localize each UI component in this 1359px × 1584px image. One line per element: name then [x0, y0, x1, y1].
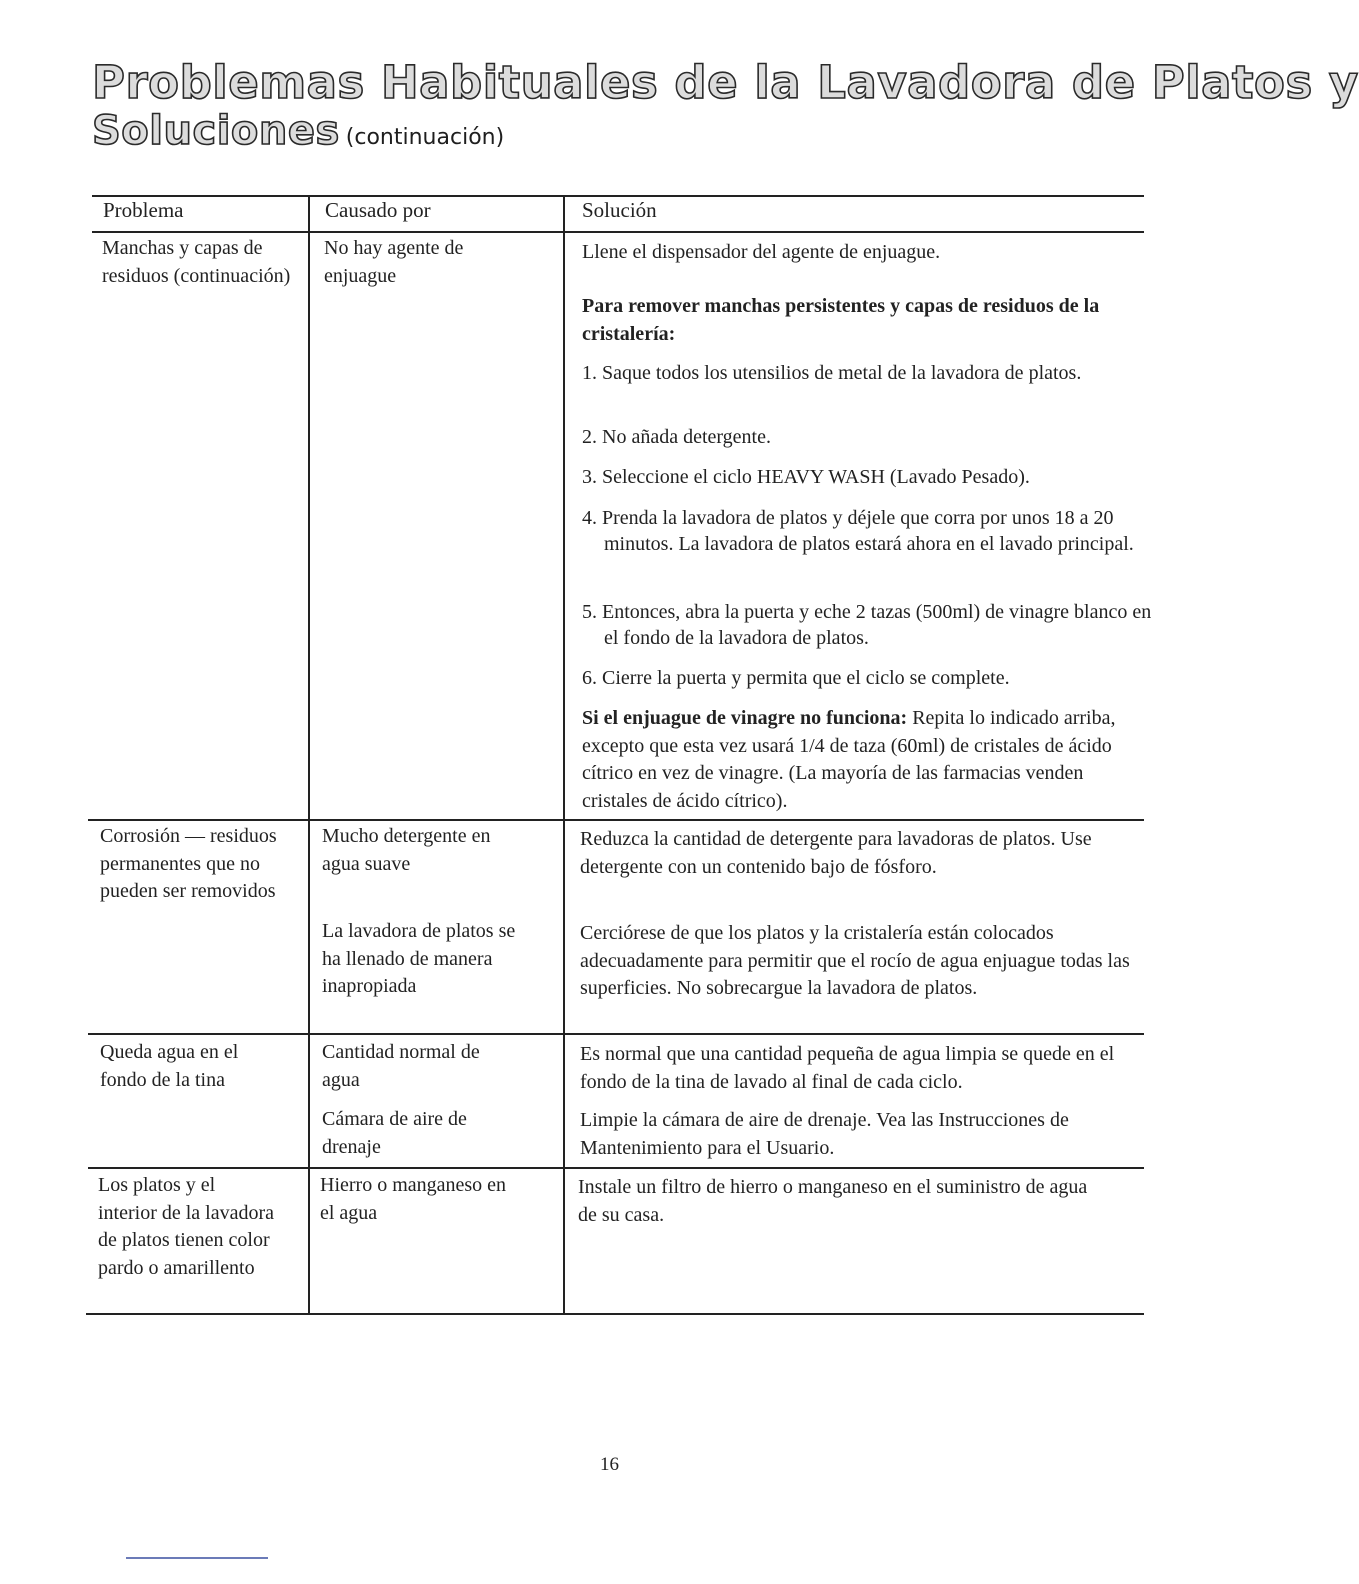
column-divider [308, 195, 310, 1315]
header-problema: Problema [103, 198, 184, 222]
row3-solution-2: Limpie la cámara de aire de drenaje. Vea las Instrucciones de Mantenimiento para el Usuario. [580, 1109, 1069, 1159]
header-bottom-rule [92, 231, 1144, 233]
step-item: 2. No añada detergente. [582, 426, 771, 448]
row3-cause-1: Cantidad normal de agua [322, 1041, 480, 1091]
row1-problem: Manchas y capas de residuos (continuación) [102, 237, 291, 287]
step-item: 3. Seleccione el ciclo HEAVY WASH (Lavado Pesado). [582, 466, 1030, 488]
step-item: 5. Entonces, abra la puerta y eche 2 tazas (500ml) de vinagre blanco en el fondo de la lavadora de platos. [582, 601, 1152, 649]
row2-solution-1: Reduzca la cantidad de detergente para lavadoras de platos. Use detergente con un contenido bajo de fósforo. [580, 828, 1092, 878]
row2-cause-1: Mucho detergente en agua suave [322, 825, 491, 875]
row-divider [88, 1033, 1144, 1035]
row1-bold-heading: Para remover manchas persistentes y capas de residuos de la cristalería: [582, 295, 1100, 345]
table-bottom-rule [86, 1313, 1144, 1315]
row4-problem: Los platos y el interior de la lavadora de platos tienen color pardo o amarillento [98, 1174, 275, 1279]
row4-solution: Instale un filtro de hierro o manganeso en el suministro de agua de su casa. [578, 1176, 1088, 1226]
step-item: 1. Saque todos los utensilios de metal de la lavadora de platos. [582, 362, 1082, 384]
header-solucion: Solución [582, 198, 657, 222]
row2-problem: Corrosión — residuos permanentes que no pueden ser removidos [100, 825, 277, 902]
page-title-line-1: Problemas Habituales de la Lavadora de Platos y [92, 56, 1359, 109]
page-number: 16 [600, 1454, 619, 1475]
step-item: 6. Cierre la puerta y permita que el ciclo se complete. [582, 667, 1010, 689]
vinegar-note-bold: Si el enjuague de vinagre no funciona: [582, 707, 908, 729]
row3-cause-2: Cámara de aire de drenaje [322, 1108, 467, 1158]
step-item: 4. Prenda la lavadora de platos y déjele que corra por unos 18 a 20 minutos. La lavadora de platos estará ahora en el lavado principal. [582, 507, 1134, 555]
row3-solution-1: Es normal que una cantidad pequeña de agua limpia se quede en el fondo de la tina de lavado al final de cada ciclo. [580, 1043, 1115, 1093]
row3-problem: Queda agua en el fondo de la tina [100, 1041, 239, 1091]
footer-rule [126, 1557, 268, 1559]
header-causado-por: Causado por [325, 198, 431, 222]
row2-cause-2: La lavadora de platos se ha llenado de manera inapropiada [322, 920, 516, 997]
row2-solution-2: Cerciórese de que los platos y la cristalería están colocados adecuadamente para permitir que el rocío de agua enjuague todas las superficies. No sobrecargue la lavadora de platos. [580, 922, 1130, 999]
row-divider [88, 1167, 1144, 1169]
vinegar-note [582, 705, 1142, 815]
column-divider [563, 195, 565, 1315]
row1-solution-intro: Llene el dispensador del agente de enjuague. [582, 241, 941, 263]
vinegar-note-text: Repita lo indicado arriba, excepto que esta vez usará 1/4 de taza (60ml) de cristales de ácido cítrico en vez de vinagre. (La mayoría de las farmacias venden cristales de ácido cítrico). [582, 707, 1116, 812]
row-divider [88, 819, 1144, 821]
row4-cause: Hierro o manganeso en el agua [320, 1174, 507, 1224]
page-title-word: Soluciones [92, 108, 340, 154]
row1-cause: No hay agente de enjuague [324, 237, 464, 287]
continuation-label: (continuación) [345, 125, 505, 150]
